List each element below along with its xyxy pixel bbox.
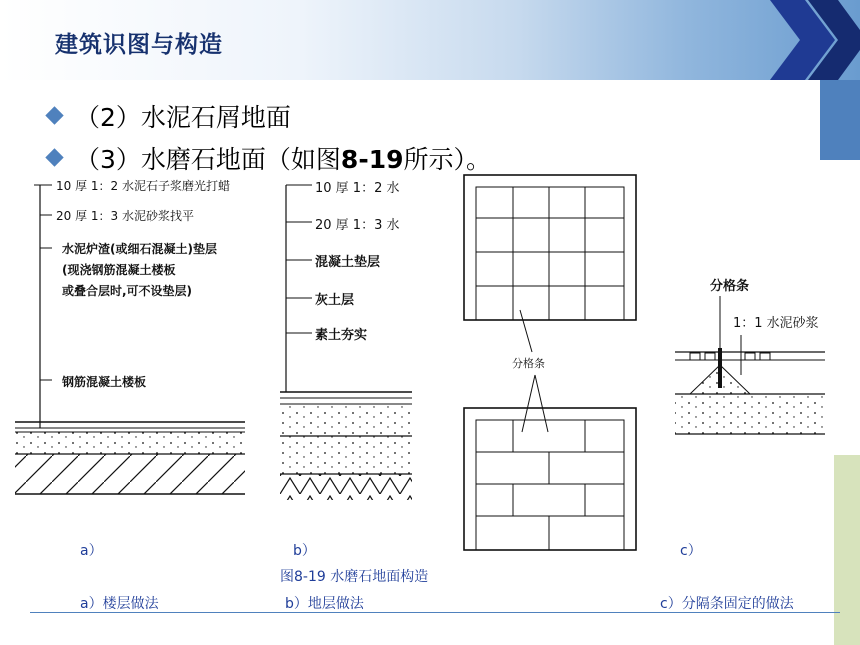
mortar-label: 1：1 水泥砂浆 [733, 316, 819, 331]
layer-b-label: 灰土层 [315, 293, 355, 308]
terrazzo-floor-drawing [0, 170, 860, 555]
sub-label-c: c） [680, 543, 702, 559]
bullet-text: （2）水泥石屑地面 [75, 103, 291, 132]
layer-a-label: 水泥炉渣(或细石混凝土)垫层 [62, 242, 217, 256]
header-banner [0, 0, 860, 80]
bullet-text-open: （3）水磨石地面（如图 [75, 145, 341, 174]
divider-strip-label: 分格条 [710, 279, 750, 294]
description-b: b）地层做法 [285, 596, 364, 612]
diamond-bullet-icon [45, 106, 63, 124]
layer-a-label: 20 厚 1：3 水泥砂浆找平 [56, 209, 194, 223]
layer-b-label: 素土夯实 [315, 328, 368, 343]
description-c: c）分隔条固定的做法 [660, 596, 794, 612]
panel-a-floor-section [15, 178, 245, 494]
bullet-item-1 [48, 98, 291, 134]
grid-divider-label: 分格条 [512, 357, 545, 370]
sub-label-a: a） [80, 543, 103, 559]
footer-rule [30, 612, 840, 613]
side-accent-bar [820, 80, 860, 160]
chevron-decoration-icon [0, 0, 860, 80]
layer-a-label: 10 厚 1：2 水泥石子浆磨光打蜡 [56, 179, 230, 193]
panel-c-divider-detail [675, 278, 825, 434]
figure-ref: 8-19 [340, 145, 404, 174]
layer-b-label: 20 厚 1：3 水 [315, 218, 400, 233]
layer-b-label: 混凝土垫层 [315, 255, 381, 270]
page-title: 建筑识图与构造 [55, 32, 223, 58]
description-a: a）楼层做法 [80, 596, 159, 612]
grid-plan-view [464, 175, 636, 550]
layer-a-label: 钢筋混凝土楼板 [62, 375, 147, 389]
diamond-bullet-icon [45, 148, 63, 166]
sub-label-b: b） [293, 543, 316, 559]
figure-caption: 图8-19 水磨石地面构造 [280, 569, 429, 585]
layer-a-label: (现浇钢筋混凝土楼板 [62, 263, 176, 277]
panel-b-floor-section [280, 180, 412, 500]
layer-a-label: 或叠合层时,可不设垫层) [62, 284, 193, 298]
layer-b-label: 10 厚 1：2 水 [315, 181, 400, 196]
bullet-text-close: 所示）。 [403, 145, 491, 174]
